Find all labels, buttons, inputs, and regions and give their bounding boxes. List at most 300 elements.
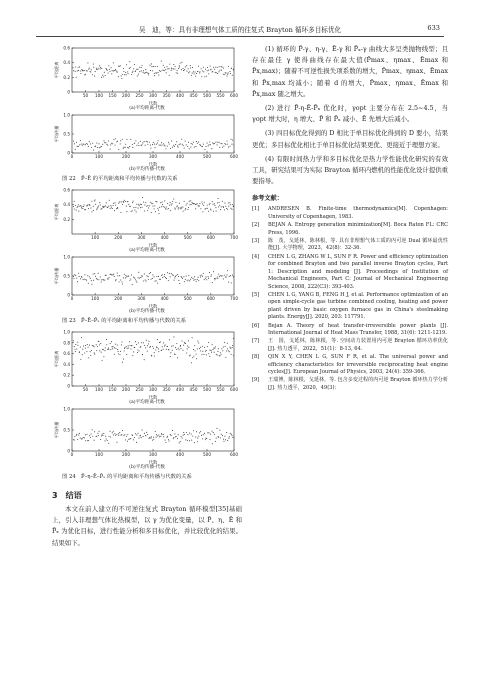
- data-point: [177, 70, 178, 71]
- reference-text: CHEN L G, YANG B, FENG H J, et al. Performance optimization of an open simple-cycle gas turbine combined cooling, heating and power plant driven by basic oxygen furnace gas in China's steelmaking plants. Energy[J]. 2020, 203: 117791.: [268, 291, 448, 321]
- data-point: [117, 72, 118, 73]
- data-point: [177, 274, 178, 275]
- reference-item: [252, 377, 448, 392]
- data-point: [82, 349, 83, 350]
- data-point: [99, 344, 100, 345]
- data-point: [193, 349, 194, 350]
- data-point: [209, 203, 210, 204]
- data-point: [160, 145, 161, 146]
- data-point: [172, 203, 173, 204]
- data-point: [123, 435, 124, 436]
- data-point: [231, 354, 232, 355]
- data-point: [144, 73, 145, 74]
- subcaption: (a)平均距离-代数: [129, 248, 165, 253]
- data-point: [148, 74, 149, 75]
- data-point: [204, 202, 205, 203]
- data-point: [104, 142, 105, 143]
- data-point: [184, 69, 185, 70]
- data-point: [181, 62, 182, 63]
- plot-frame: [72, 409, 234, 451]
- data-point: [194, 203, 195, 204]
- data-point: [101, 352, 102, 353]
- data-point: [85, 348, 86, 349]
- data-point: [160, 279, 161, 280]
- y-axis-label: 平均传播: [54, 267, 59, 285]
- data-point: [119, 275, 120, 276]
- data-point: [215, 278, 216, 279]
- data-point: [218, 274, 219, 275]
- data-point: [151, 436, 152, 437]
- data-point: [88, 283, 89, 284]
- data-point: [136, 204, 137, 205]
- data-point: [192, 73, 193, 74]
- data-point: [75, 344, 76, 345]
- data-point: [161, 142, 162, 143]
- data-point: [156, 276, 157, 277]
- data-point: [161, 206, 162, 207]
- data-point: [201, 68, 202, 69]
- x-tick-label: 500: [203, 154, 211, 159]
- data-point: [227, 270, 228, 271]
- data-point: [233, 205, 234, 206]
- data-point: [102, 144, 103, 145]
- data-point: [148, 438, 149, 439]
- data-point: [137, 349, 138, 350]
- data-point: [128, 345, 129, 346]
- data-point: [142, 429, 143, 430]
- data-point: [229, 146, 230, 147]
- data-point: [138, 74, 139, 75]
- data-point: [223, 278, 224, 279]
- data-point: [157, 347, 158, 348]
- x-tick-label: 600: [230, 387, 238, 392]
- reference-item: [252, 323, 448, 338]
- data-point: [214, 69, 215, 70]
- data-point: [133, 351, 134, 352]
- data-point: [114, 145, 115, 146]
- figure-caption: 图 24 P̄–η–Ē–P̄ₓ 的平均距离和平均传播与代数的关系: [62, 474, 192, 480]
- data-point: [132, 210, 133, 211]
- data-point: [155, 431, 156, 432]
- data-point: [210, 209, 211, 210]
- data-point: [190, 279, 191, 280]
- data-point: [148, 207, 149, 208]
- data-point: [183, 145, 184, 146]
- data-point: [163, 65, 164, 66]
- data-point: [185, 279, 186, 280]
- data-point: [202, 438, 203, 439]
- data-point: [228, 206, 229, 207]
- data-point: [217, 198, 218, 199]
- data-point: [100, 343, 101, 344]
- y-tick-label: 0.8: [63, 340, 70, 346]
- data-point: [87, 440, 88, 441]
- data-point: [142, 142, 143, 143]
- data-point: [159, 436, 160, 437]
- data-point: [155, 201, 156, 202]
- data-point: [176, 343, 177, 344]
- data-point: [115, 279, 116, 280]
- data-point: [195, 437, 196, 438]
- data-point: [174, 146, 175, 147]
- data-point: [124, 74, 125, 75]
- data-point: [137, 69, 138, 70]
- x-axis-label: 代数: [148, 242, 158, 248]
- data-point: [191, 75, 192, 76]
- data-point: [86, 280, 87, 281]
- x-tick-label: 400: [176, 93, 184, 98]
- data-point: [120, 351, 121, 352]
- reference-text: Bejan A. Theory of heat transfer-irreversible power plants [J]. International Journal of Heat Mass Transfer, 1988, 31(6): 1211-1219.: [268, 322, 448, 336]
- data-point: [229, 347, 230, 348]
- x-tick-label: 500: [203, 387, 211, 392]
- data-point: [140, 141, 141, 142]
- data-point: [108, 206, 109, 207]
- data-point: [90, 437, 91, 438]
- data-point: [177, 145, 178, 146]
- data-point: [165, 344, 166, 345]
- data-point: [125, 439, 126, 440]
- data-point: [146, 141, 147, 142]
- data-point: [170, 202, 171, 203]
- data-point: [92, 436, 93, 437]
- data-point: [167, 146, 168, 147]
- data-point: [212, 282, 213, 283]
- data-point: [204, 209, 205, 210]
- data-point: [168, 142, 169, 143]
- data-point: [77, 70, 78, 71]
- chart-23b: [52, 253, 242, 309]
- data-point: [157, 66, 158, 67]
- data-point: [216, 211, 217, 212]
- data-point: [187, 203, 188, 204]
- data-point: [91, 147, 92, 148]
- data-point: [100, 147, 101, 148]
- data-point: [153, 439, 154, 440]
- data-point: [158, 348, 159, 349]
- data-point: [119, 66, 120, 67]
- data-point: [112, 274, 113, 275]
- data-point: [106, 144, 107, 145]
- data-point: [123, 148, 124, 149]
- data-point: [186, 204, 187, 205]
- data-point: [104, 280, 105, 281]
- data-point: [212, 201, 213, 202]
- data-point: [223, 74, 224, 75]
- data-point: [115, 138, 116, 139]
- data-point: [149, 205, 150, 206]
- data-point: [136, 434, 137, 435]
- data-point: [220, 143, 221, 144]
- data-point: [231, 139, 232, 140]
- data-point: [154, 276, 155, 277]
- data-point: [83, 70, 84, 71]
- data-point: [118, 435, 119, 436]
- data-point: [91, 211, 92, 212]
- reference-text: ANDRESEN B. Finite-time thermodynamics[M]. Copenhagen: University of Copenhagen, 1983.: [268, 206, 448, 220]
- data-point: [142, 354, 143, 355]
- data-point: [177, 357, 178, 358]
- data-point: [204, 149, 205, 150]
- data-point: [100, 204, 101, 205]
- data-point: [188, 68, 189, 69]
- data-point: [200, 347, 201, 348]
- data-point: [175, 347, 176, 348]
- data-point: [218, 71, 219, 72]
- data-point: [112, 143, 113, 144]
- data-point: [150, 145, 151, 146]
- data-point: [178, 434, 179, 435]
- y-axis-label: 平均距离: [54, 203, 59, 221]
- data-point: [203, 434, 204, 435]
- data-point: [203, 144, 204, 145]
- data-point: [225, 206, 226, 207]
- data-point: [142, 197, 143, 198]
- data-point: [224, 143, 225, 144]
- reference-text: 王 国，戈延林，陈林根，等. 空间动力装置用内可逆 Brayton 循环功率优化[J]. 热力透平，2022，51(1)：8-13, 64.: [268, 338, 448, 352]
- data-point: [119, 281, 120, 282]
- x-tick-label: 200: [114, 296, 123, 301]
- data-point: [163, 349, 164, 350]
- data-point: [208, 144, 209, 145]
- data-point: [152, 440, 153, 441]
- data-point: [106, 339, 107, 340]
- data-point: [232, 345, 233, 346]
- data-point: [186, 432, 187, 433]
- data-point: [98, 279, 99, 280]
- references-heading: 参考文献：: [252, 195, 283, 203]
- data-point: [115, 348, 116, 349]
- data-point: [134, 437, 135, 438]
- x-tick-label: 100: [95, 93, 103, 98]
- data-point: [179, 283, 180, 284]
- data-point: [231, 282, 232, 283]
- data-point: [156, 201, 157, 202]
- data-point: [80, 71, 81, 72]
- data-point: [75, 66, 76, 67]
- data-point: [210, 66, 211, 67]
- data-point: [110, 349, 111, 350]
- data-point: [221, 206, 222, 207]
- data-point: [110, 205, 111, 206]
- data-point: [153, 142, 154, 143]
- data-point: [155, 66, 156, 67]
- data-point: [226, 274, 227, 275]
- data-point: [213, 349, 214, 350]
- reference-number: [1]: [252, 206, 260, 213]
- data-point: [105, 347, 106, 348]
- data-point: [146, 206, 147, 207]
- data-point: [103, 76, 104, 77]
- reference-number: [5]: [252, 291, 260, 298]
- data-point: [230, 73, 231, 74]
- data-point: [80, 140, 81, 141]
- data-point: [85, 279, 86, 280]
- data-point: [197, 143, 198, 144]
- data-point: [173, 438, 174, 439]
- data-point: [81, 277, 82, 278]
- data-point: [87, 70, 88, 71]
- data-point: [154, 281, 155, 282]
- data-point: [93, 210, 94, 211]
- data-point: [125, 277, 126, 278]
- chart-22a: [52, 44, 242, 106]
- data-point: [107, 440, 108, 441]
- data-point: [169, 273, 170, 274]
- data-point: [135, 70, 136, 71]
- data-point: [161, 433, 162, 434]
- data-point: [214, 352, 215, 353]
- data-point: [110, 274, 111, 275]
- data-point: [191, 143, 192, 144]
- data-point: [94, 76, 95, 77]
- data-point: [156, 144, 157, 145]
- data-point: [169, 441, 170, 442]
- data-point: [166, 209, 167, 210]
- data-point: [149, 273, 150, 274]
- data-point: [146, 340, 147, 341]
- data-point: [189, 440, 190, 441]
- data-point: [117, 208, 118, 209]
- section-heading: 3 结语: [52, 491, 82, 500]
- data-point: [228, 72, 229, 73]
- x-tick-label: 500: [183, 296, 192, 301]
- data-point: [126, 64, 127, 65]
- data-point: [137, 433, 138, 434]
- data-point: [199, 72, 200, 73]
- data-point: [76, 434, 77, 435]
- data-point: [182, 144, 183, 145]
- conclusion-paragraph-1: (1) 循环的 P̄-γ、η-γ、Ē-γ 和 P̄ₓ-γ 曲线大多呈类抛物线型；且存在最佳 γ 使得曲线存在最大值(P̄max、ηmax、Ēmax 和 P̄x,max)；随着不可逆性损失项系数的增大，P̄max、ηmax、Ēmax 和 P̄x,max 均减小；随着 d 的增大，P̄max、ηmax、Ēmax 和 P̄x,max 随之增大。: [252, 45, 448, 98]
- x-tick-label: 400: [176, 387, 184, 392]
- data-point: [99, 202, 100, 203]
- data-point: [158, 210, 159, 211]
- data-point: [124, 274, 125, 275]
- data-point: [141, 65, 142, 66]
- data-point: [140, 277, 141, 278]
- reference-item: [252, 292, 448, 322]
- data-point: [206, 438, 207, 439]
- data-point: [212, 142, 213, 143]
- data-point: [123, 147, 124, 148]
- data-point: [182, 438, 183, 439]
- reference-number: [7]: [252, 338, 260, 345]
- data-point: [230, 433, 231, 434]
- data-point: [113, 62, 114, 63]
- data-point: [101, 360, 102, 361]
- data-point: [148, 276, 149, 277]
- data-point: [224, 203, 225, 204]
- data-point: [161, 350, 162, 351]
- y-tick-label: 0.4: [63, 202, 70, 208]
- data-point: [115, 344, 116, 345]
- x-tick-label: 600: [206, 235, 215, 240]
- data-point: [105, 205, 106, 206]
- data-point: [185, 66, 186, 67]
- data-point: [152, 274, 153, 275]
- data-point: [155, 211, 156, 212]
- data-point: [191, 362, 192, 363]
- data-point: [179, 203, 180, 204]
- data-point: [171, 70, 172, 71]
- data-point: [91, 284, 92, 285]
- data-point: [142, 276, 143, 277]
- data-point: [229, 71, 230, 72]
- data-point: [146, 275, 147, 276]
- data-point: [222, 201, 223, 202]
- data-point: [219, 142, 220, 143]
- data-point: [209, 272, 210, 273]
- data-point: [199, 205, 200, 206]
- data-point: [205, 69, 206, 70]
- data-point: [87, 204, 88, 205]
- data-point: [197, 71, 198, 72]
- data-point: [88, 440, 89, 441]
- data-point: [232, 75, 233, 76]
- y-tick-label: 0.6: [63, 45, 70, 51]
- data-point: [174, 433, 175, 434]
- data-point: [228, 350, 229, 351]
- data-point: [217, 142, 218, 143]
- data-point: [124, 350, 125, 351]
- data-point: [154, 208, 155, 209]
- data-point: [102, 349, 103, 350]
- data-point: [220, 275, 221, 276]
- data-point: [202, 276, 203, 277]
- data-point: [104, 440, 105, 441]
- data-point: [164, 70, 165, 71]
- data-point: [128, 73, 129, 74]
- data-point: [207, 346, 208, 347]
- data-point: [183, 70, 184, 71]
- data-point: [201, 201, 202, 202]
- x-tick-label: 100: [91, 296, 100, 301]
- data-point: [150, 438, 151, 439]
- data-point: [132, 355, 133, 356]
- data-point: [75, 275, 76, 276]
- data-point: [141, 207, 142, 208]
- data-point: [168, 280, 169, 281]
- data-point: [215, 72, 216, 73]
- data-point: [152, 346, 153, 347]
- data-point: [109, 431, 110, 432]
- data-point: [143, 70, 144, 71]
- data-point: [183, 276, 184, 277]
- data-point: [94, 273, 95, 274]
- data-point: [211, 209, 212, 210]
- data-point: [165, 208, 166, 209]
- data-point: [202, 203, 203, 204]
- data-point: [140, 204, 141, 205]
- data-point: [212, 71, 213, 72]
- data-point: [174, 280, 175, 281]
- data-point: [83, 437, 84, 438]
- data-point: [210, 69, 211, 70]
- data-point: [171, 273, 172, 274]
- data-point: [91, 69, 92, 70]
- data-point: [111, 70, 112, 71]
- data-point: [153, 66, 154, 67]
- data-point: [232, 140, 233, 141]
- data-point: [189, 204, 190, 205]
- data-point: [233, 70, 234, 71]
- data-point: [176, 275, 177, 276]
- data-point: [191, 434, 192, 435]
- data-point: [167, 346, 168, 347]
- data-point: [114, 347, 115, 348]
- data-point: [92, 345, 93, 346]
- x-tick-label: 250: [135, 93, 144, 98]
